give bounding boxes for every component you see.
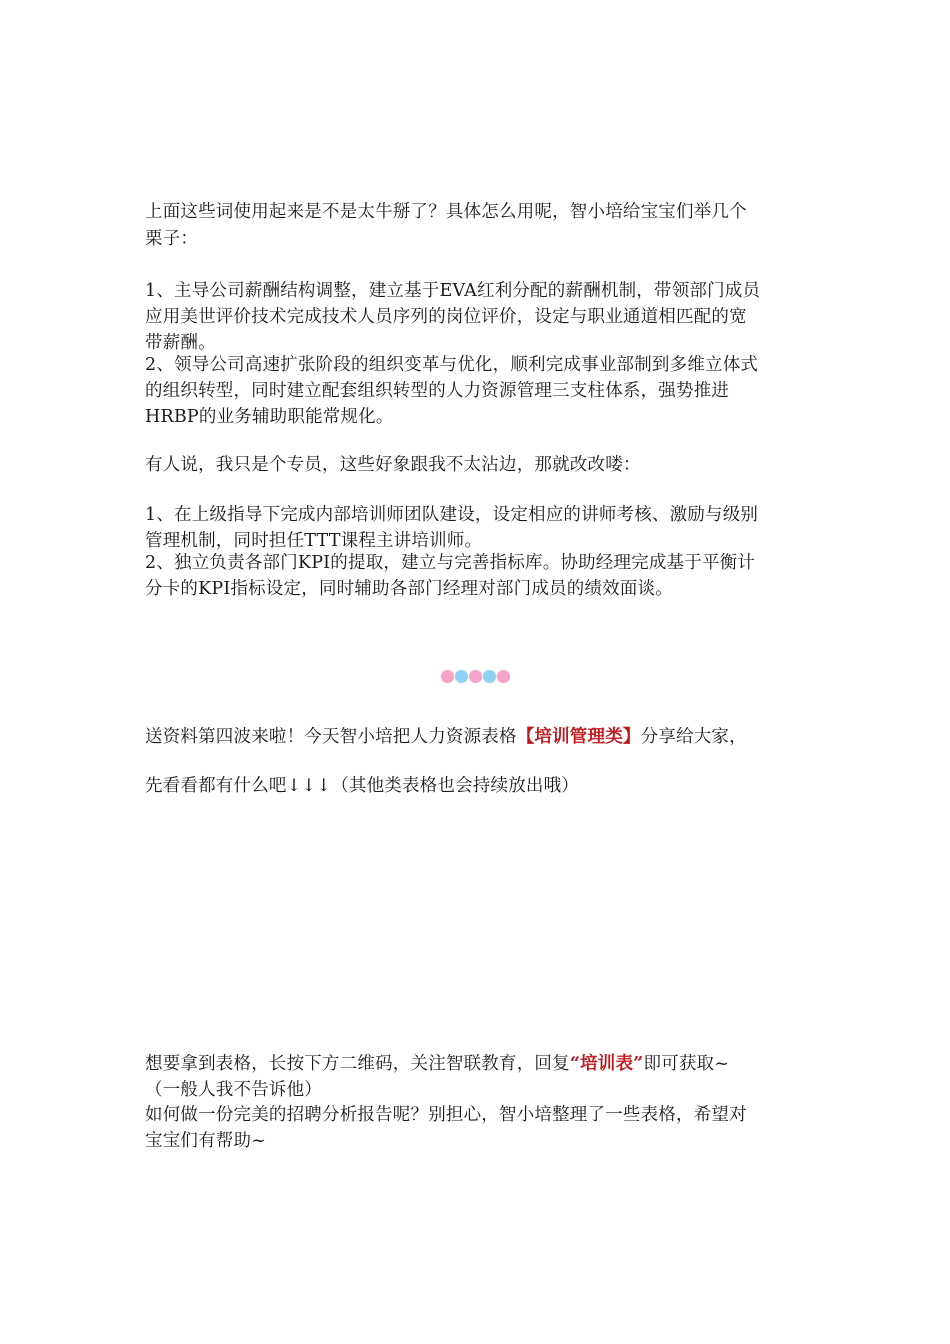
resource-preview-line: 先看看都有什么吧↓↓↓（其他类表格也会持续放出哦） <box>145 776 579 796</box>
decorative-dots-divider <box>441 670 510 683</box>
divider-dot <box>497 670 510 683</box>
specialist-example-1-line-2: 管理机制，同时担任TTT课程主讲培训师。 <box>145 531 483 551</box>
announcement-text-before: 送资料第四波来啦！今天智小培把人力资源表格 <box>145 727 517 747</box>
instruction-text-before: 想要拿到表格，长按下方二维码，关注智联教育，回复 <box>145 1054 570 1074</box>
intro-line-2: 栗子： <box>145 229 199 249</box>
divider-dot <box>441 670 454 683</box>
specialist-example-2-line-2: 分卡的KPI指标设定，同时辅助各部门经理对部门成员的绩效面谈。 <box>145 579 673 599</box>
recruitment-report-line-1: 如何做一份完美的招聘分析报告呢？别担心，智小培整理了一些表格，希望对 <box>145 1105 747 1125</box>
example-1-line-2: 应用美世评价技术完成技术人员序列的岗位评价，设定与职业通道相匹配的宽 <box>145 307 747 327</box>
specialist-intro: 有人说，我只是个专员，这些好象跟我不太沾边，那就改改喽： <box>145 455 641 475</box>
example-2-line-3: HRBP的业务辅助职能常规化。 <box>145 407 394 427</box>
secret-note: （一般人我不告诉他） <box>145 1080 322 1100</box>
specialist-example-2-line-1: 2、独立负责各部门KPI的提取，建立与完善指标库。协助经理完成基于平衡计 <box>145 553 756 573</box>
intro-line-1: 上面这些词使用起来是不是太牛掰了？具体怎么用呢，智小培给宝宝们举几个 <box>145 202 747 222</box>
resource-announcement <box>145 724 747 750</box>
recruitment-report-line-2: 宝宝们有帮助~ <box>145 1131 267 1151</box>
example-1-line-1: 1、主导公司薪酬结构调整，建立基于EVA红利分配的薪酬机制，带领部门成员 <box>145 281 761 301</box>
divider-dot <box>455 670 468 683</box>
get-forms-instruction <box>145 1051 729 1077</box>
divider-dot <box>483 670 496 683</box>
example-1-line-3: 带薪酬。 <box>145 333 216 353</box>
instruction-text-after: 即可获取~ <box>643 1054 730 1074</box>
example-2-line-2: 的组织转型，同时建立配套组织转型的人力资源管理三支柱体系，强势推进 <box>145 381 730 401</box>
specialist-example-1-line-1: 1、在上级指导下完成内部培训师团队建设，设定相应的讲师考核、激励与级别 <box>145 505 759 525</box>
example-2-line-1: 2、领导公司高速扩张阶段的组织变革与优化，顺利完成事业部制到多维立体式 <box>145 355 759 375</box>
announcement-text-after: 分享给大家， <box>640 727 747 747</box>
announcement-highlight: 【培训管理类】 <box>516 727 641 747</box>
divider-dot <box>469 670 482 683</box>
instruction-highlight: “培训表” <box>569 1054 644 1074</box>
